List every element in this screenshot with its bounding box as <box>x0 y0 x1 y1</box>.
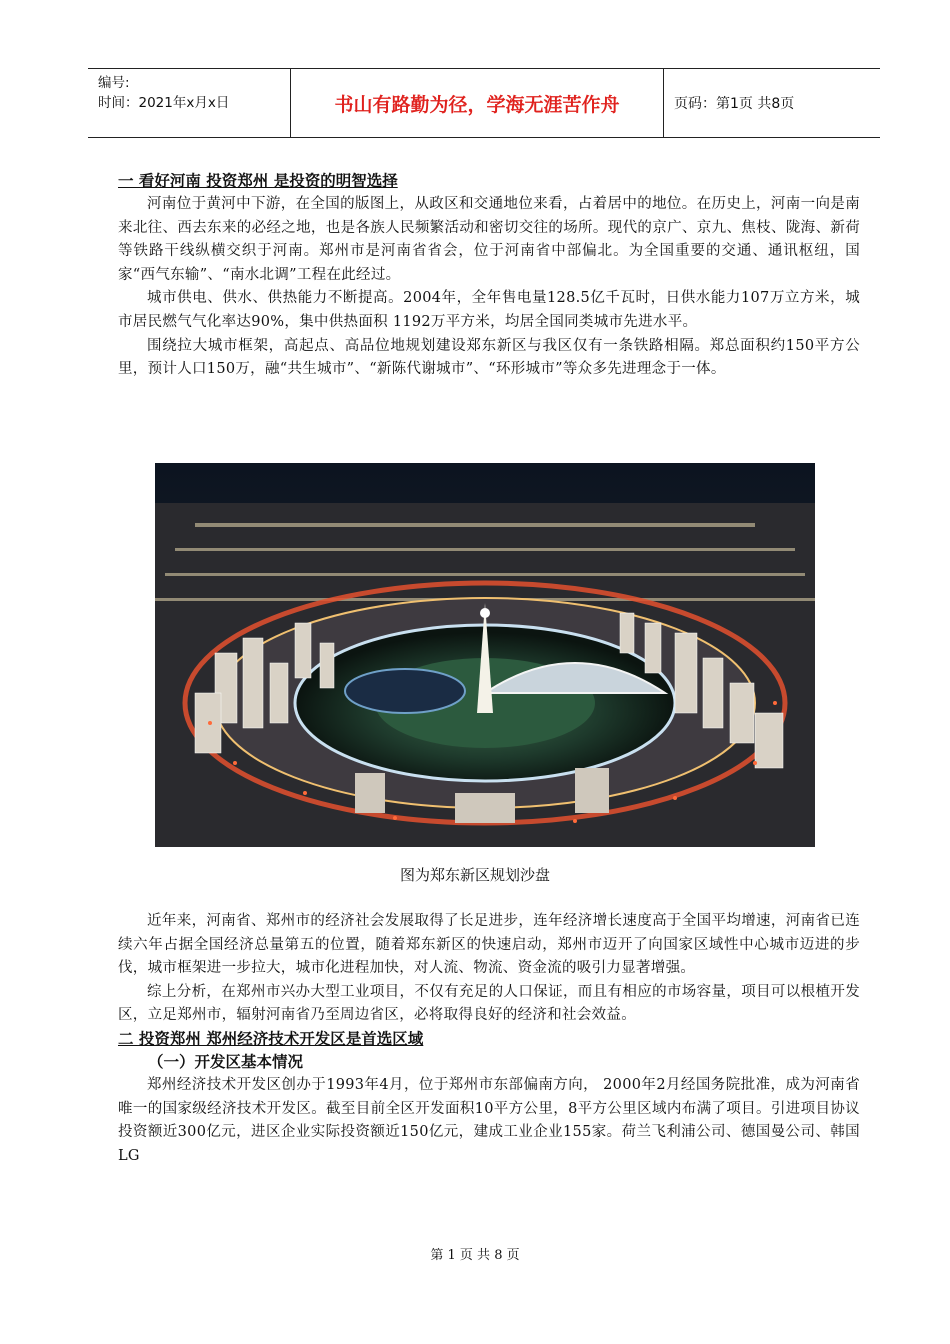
page-footer: 第 1 页 共 8 页 <box>430 1248 520 1263</box>
paragraph: 近年来，河南省、郑州市的经济社会发展取得了长足进步，连年经济增长速度高于全国平均增速，河南省已连续六年占据全国经济总量第五的位置，随着郑东新区的快速启动，郑州市迈开了向国家区域性中心城市迈进的步伐，城市框架进一步拉大，城市化进程加快，对人流、物流、资金流的吸引力显著增强。 <box>118 913 860 977</box>
paragraph: 综上分析，在郑州市兴办大型工业项目，不仅有充足的人口保证，而且有相应的市场容量，项目可以根植开发区，立足郑州市，辐射河南省乃至周边省区，必将取得良好的经济和社会效益。 <box>118 983 860 1024</box>
paragraph: 围绕拉大城市框架，高起点、高品位地规划建设郑东新区与我区仅有一条铁路相隔。郑总面积约150平方公里，预计人口150万，融“共生城市”、“新陈代谢城市”、“环形城市”等众多先进理念于一体。 <box>118 337 860 378</box>
section2-title: 二 投资郑州 郑州经济技术开发区是首选区域 <box>118 1029 424 1048</box>
header-meta <box>88 69 291 137</box>
header-page-number: 页码：第1页 共8页 <box>674 96 795 112</box>
content-top <box>118 170 860 382</box>
code-label: 编号: <box>98 75 130 91</box>
header-motto: 书山有路勤为径，学海无涯苦作舟 <box>291 69 664 137</box>
time-label: 时间：2021年x月x日 <box>98 95 230 111</box>
paragraph: 城市供电、供水、供热能力不断提高。2004年，全年售电量128.5亿千瓦时，日供水能力107万立方米，城市居民燃气气化率达90%，集中供热面积 1192万平方米，均居全国同类城市先进水平。 <box>118 290 860 330</box>
section1-title: 一 看好河南 投资郑州 是投资的明智选择 <box>118 172 398 190</box>
planning-model-photo <box>155 463 815 847</box>
content-bottom <box>118 910 860 1168</box>
page-header <box>88 68 880 138</box>
figure-caption: 图为郑东新区规划沙盘 <box>399 866 550 884</box>
section2-subtitle: （一）开发区基本情况 <box>148 1052 304 1071</box>
paragraph: 河南位于黄河中下游，在全国的版图上，从政区和交通地位来看，占着居中的地位。在历史上，河南一向是南来北往、西去东来的必经之地，也是各族人民频繁活动和密切交往的场所。现代的京广、京九、焦枝、陇海、新荷等铁路干线纵横交织于河南。郑州市是河南省省会，位于河南省中部偏北。为全国重要的交通、通讯枢纽，国家“西气东输”、“南水北调”工程在此经过。 <box>118 196 860 283</box>
paragraph: 郑州经济技术开发区创办于1993年4月，位于郑州市东部偏南方向， 2000年2月经国务院批准，成为河南省唯一的国家级经济技术开发区。截至目前全区开发面积10平方公里，8平方公里区域内布满了项目。引进项目协议投资额近300亿元，进区企业实际投资额近150亿元，建成工业企业155家。荷兰飞利浦公司、德国曼公司、韩国LG <box>118 1076 860 1164</box>
